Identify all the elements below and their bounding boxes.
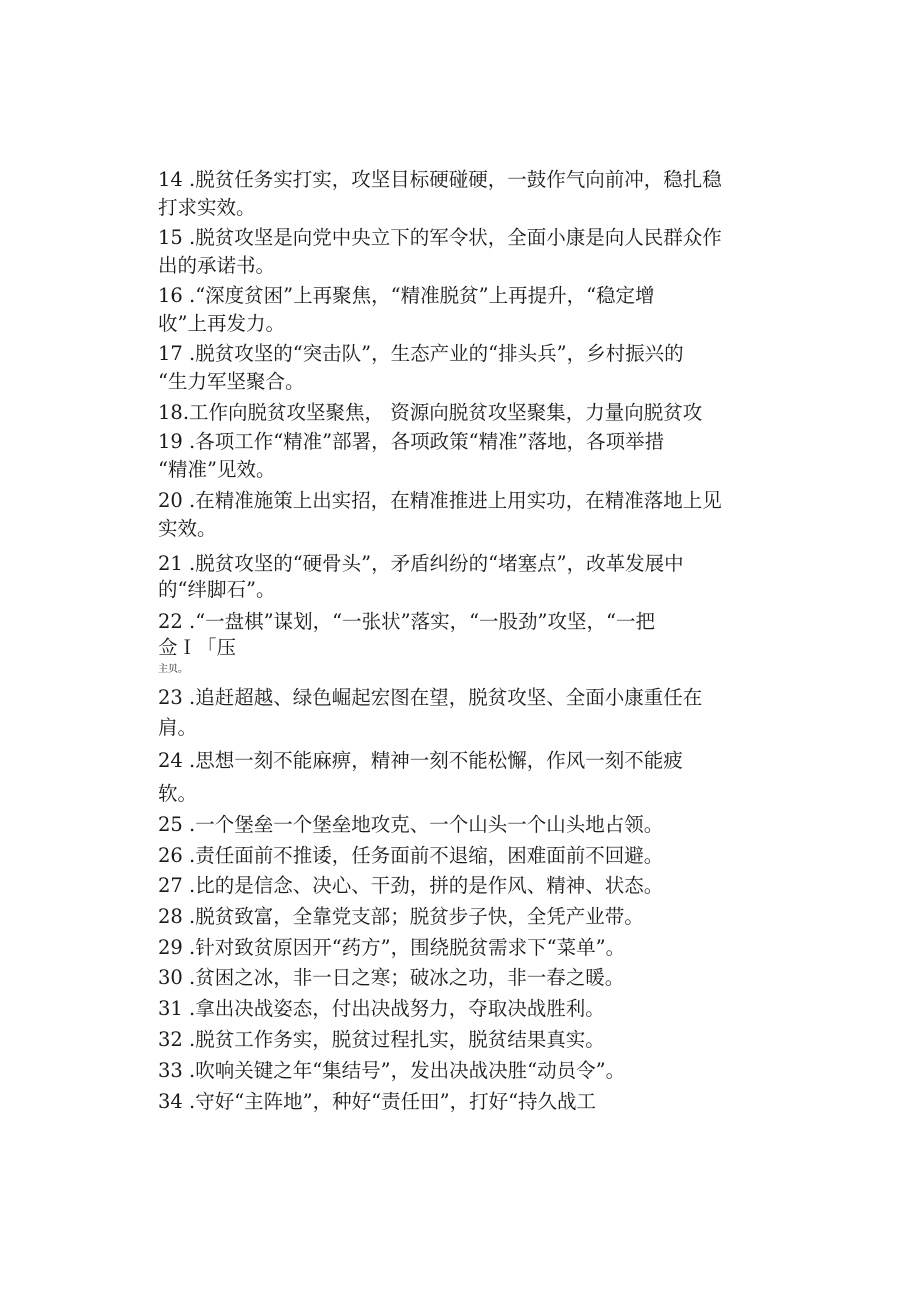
text-line: 18.工作向脱贫攻坚聚焦， 资源向脱贫攻坚聚集，力量向脱贫攻 (158, 401, 703, 424)
text-line: 收”上再发力。 (158, 312, 285, 335)
text-line: 打求实效。 (158, 196, 256, 219)
text-line: 33 .吹响关键之年“集结号”，发出决战决胜“动员令”。 (158, 1059, 626, 1082)
text-line: “精准”见效。 (158, 458, 276, 481)
text-line: 28 .脱贫致富，全靠党支部；脱贫步子快，全凭产业带。 (158, 905, 644, 928)
text-line: 32 .脱贫工作务实，脱贫过程扎实，脱贫结果真实。 (158, 1028, 605, 1051)
text-line-small: 主贝。 (158, 664, 188, 675)
text-line: 23 .追赶超越、绿色崛起宏图在望，脱贫攻坚、全面小康重任在 (158, 686, 703, 709)
text-line: 27 .比的是信念、决心、干劲，拼的是作风、精神、状态。 (158, 874, 664, 897)
text-line: 26 .责任面前不推诿，任务面前不退缩，困难面前不回避。 (158, 844, 664, 867)
text-line: 31 .拿出决战姿态，付出决战努力，夺取决战胜利。 (158, 997, 605, 1020)
text-line: 佥Ｉ「压 (158, 636, 237, 659)
text-line: 17 .脱贫攻坚的“突击队”，生态产业的“排头兵”，乡村振兴的 (158, 342, 684, 365)
text-line: 19 .各项工作“精准”部署，各项政策“精准”落地，各项举措 (158, 430, 665, 453)
text-line: 14 .脱贫任务实打实，攻坚目标硬碰硬，一鼓作气向前冲，稳扎稳 (158, 168, 722, 191)
text-line: “生力军坚聚合。 (158, 370, 305, 393)
text-line: 16 .“深度贫困”上再聚焦，“精准脱贫”上再提升，“稳定增 (158, 284, 655, 307)
text-line: 34 .守好“主阵地”，种好“责任田”，打好“持久战工 (158, 1090, 597, 1113)
text-line: 21 .脱贫攻坚的“硬骨头”，矛盾纠纷的“堵塞点”，改革发展中 (158, 552, 684, 575)
text-line: 22 .“一盘棋”谋划，“一张状”落实，“一股劲”攻坚，“一把 (158, 610, 655, 633)
text-line: 软。 (158, 782, 198, 805)
text-line: 30 .贫困之冰，非一日之寒；破冰之功，非一春之暖。 (158, 966, 625, 989)
text-line: 24 .思想一刻不能麻痹，精神一刻不能松懈，作风一刻不能疲 (158, 749, 683, 772)
text-line: 出的承诺书。 (158, 254, 276, 277)
text-line: 的“绊脚石”。 (158, 578, 276, 601)
text-line: 29 .针对致贫原因开“药方”，围绕脱贫需求下“菜单”。 (158, 936, 626, 959)
text-line: 实效。 (158, 517, 217, 540)
text-line: 20 .在精准施策上出实招，在精准推进上用实功，在精准落地上见 (158, 489, 722, 512)
text-line: 15 .脱贫攻坚是向党中央立下的军令状，全面小康是向人民群众作 (158, 226, 722, 249)
text-line: 肩。 (158, 716, 198, 739)
text-line: 25 .一个堡垒一个堡垒地攻克、一个山头一个山头地占领。 (158, 813, 664, 836)
